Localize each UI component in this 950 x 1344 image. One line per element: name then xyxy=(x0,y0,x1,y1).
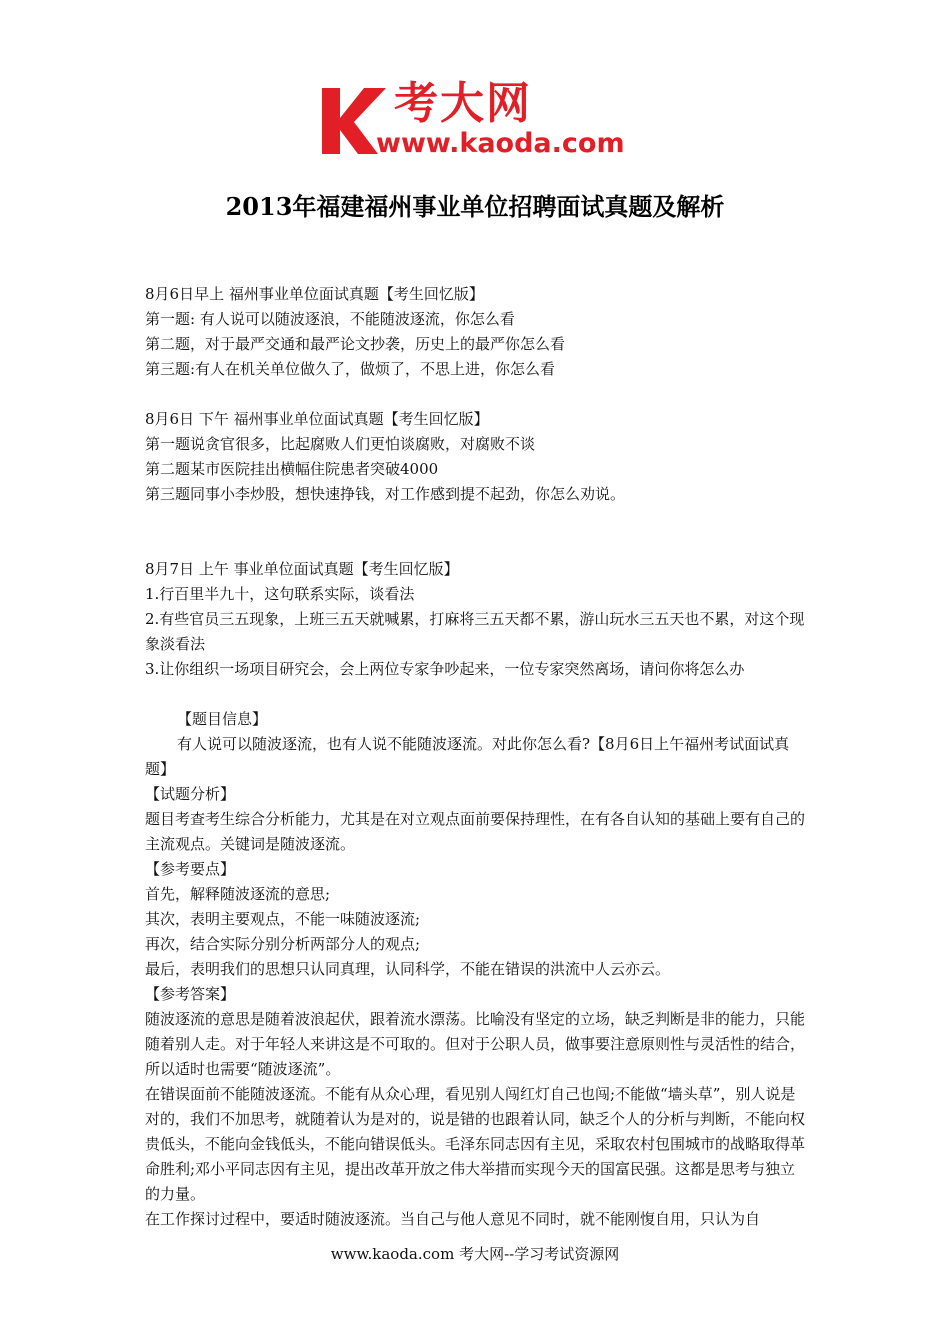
point-line: 再次，结合实际分别分析两部分人的观点; xyxy=(145,935,421,953)
kaoda-logo xyxy=(318,80,648,160)
analysis-text: 题目考查考生综合分析能力，尤其是在对立观点面前要保持理性，在有各自认知的基础上要有自己的主流观点。关键词是随波逐流。 xyxy=(145,810,806,853)
point-line: 首先，解释随波逐流的意思; xyxy=(145,885,331,903)
section-heading: 8月7日 上午 事业单位面试真题【考生回忆版】 xyxy=(145,560,459,578)
question-line: 第二题，对于最严交通和最严论文抄袭，历史上的最严你怎么看 xyxy=(145,335,566,353)
section-heading: 8月6日 下午 福州事业单位面试真题【考生回忆版】 xyxy=(145,410,489,428)
logo-url-text: www.kaoda.com xyxy=(376,128,625,159)
point-line: 最后，表明我们的思想只认同真理，认同科学，不能在错误的洪流中人云亦云。 xyxy=(145,960,671,978)
question-line: 第一题: 有人说可以随波逐浪，不能随波逐流，你怎么看 xyxy=(145,310,515,328)
point-line: 其次，表明主要观点，不能一味随波逐流; xyxy=(145,910,421,928)
question-line: 3.让你组织一场项目研究会，会上两位专家争吵起来，一位专家突然离场，请问你将怎么办 xyxy=(145,660,745,678)
answer-paragraph: 在错误面前不能随波逐流。不能有从众心理，看见别人闯红灯自己也闯;不能做“墙头草”，别人说是对的，我们不加思考，就随着认为是对的，说是错的也跟着认同，缺乏个人的分析与判断，不能向权贵低头，不能向金钱低头，不能向错误低头。毛泽东同志因有主见，采取农村包围城市的战略取得革命胜利;邓小平同志因有主见，提出改革开放之伟大举措而实现今天的国富民强。这都是思考与独立的力量。 xyxy=(145,1085,806,1203)
info-label: 【题目信息】 xyxy=(177,710,268,728)
answer-label: 【参考答案】 xyxy=(145,985,236,1003)
section-heading: 8月6日早上 福州事业单位面试真题【考生回忆版】 xyxy=(145,285,484,303)
question-line: 第一题说贪官很多，比起腐败人们更怕谈腐败，对腐败不谈 xyxy=(145,435,536,453)
document-body xyxy=(145,282,810,1232)
question-line: 1.行百里半九十，这句联系实际，谈看法 xyxy=(145,585,415,603)
logo-brand-text: 考大网 xyxy=(394,78,532,129)
analysis-label: 【试题分析】 xyxy=(145,785,236,803)
question-line: 2.有些官员三五现象，上班三五天就喊累，打麻将三五天都不累，游山玩水三五天也不累，对这个现象淡看法 xyxy=(145,610,805,653)
page-footer: www.kaoda.com 考大网--学习考试资源网 xyxy=(330,1245,620,1263)
page-title: 2013年福建福州事业单位招聘面试真题及解析 xyxy=(225,192,725,221)
question-line: 第三题:有人在机关单位做久了，做烦了，不思上进，你怎么看 xyxy=(145,360,556,378)
answer-paragraph: 随波逐流的意思是随着波浪起伏，跟着流水漂荡。比喻没有坚定的立场，缺乏判断是非的能力，只能随着别人走。对于年轻人来讲这是不可取的。但对于公职人员，做事要注意原则性与灵活性的结合，所以适时也需要“随波逐流”。 xyxy=(145,1010,806,1078)
points-label: 【参考要点】 xyxy=(145,860,236,878)
question-line: 第二题某市医院挂出横幅住院患者突破4000 xyxy=(145,460,439,478)
question-line: 第三题同事小李炒股，想快速挣钱，对工作感到提不起劲，你怎么劝说。 xyxy=(145,485,626,503)
answer-paragraph: 在工作探讨过程中，要适时随波逐流。当自己与他人意见不同时，就不能刚愎自用，只认为自 xyxy=(145,1210,761,1228)
info-text: 有人说可以随波逐流，也有人说不能随波逐流。对此你怎么看?【8月6日上午福州考试面试真题】 xyxy=(145,735,790,778)
